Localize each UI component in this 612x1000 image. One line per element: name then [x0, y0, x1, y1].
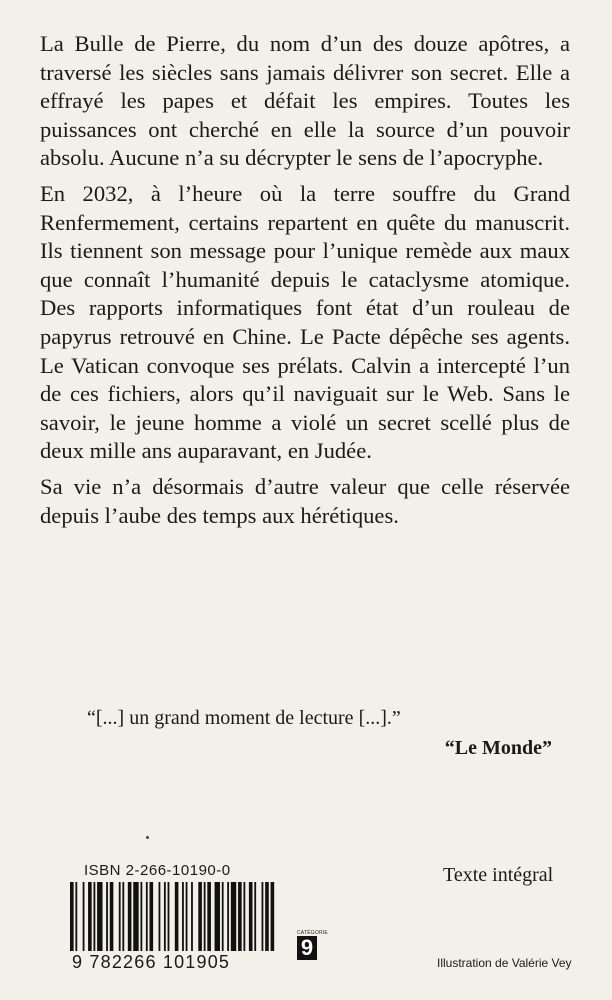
- barcode-bar-19: [182, 882, 184, 962]
- barcode-bar-23: [204, 882, 206, 962]
- review-source: “Le Monde”: [444, 737, 552, 759]
- blurb-paragraph-2: En 2032, à l’heure où la terre souffre du Grand Renfermement, certains repartent en quête du manuscrit. Ils tiennent son message pour l’unique remède aux maux que connaît l’humanité depuis le cataclysme atomique. Des rapports informatiques font état d’un rouleau de papyrus retrouvé en Chine. Le Pacte dépêche ses agents. Le Vatican convoque ses prélats. Calvin a intercepté l’un de ces fichiers, alors qu’il naviguait sur le Web. Sans le savoir, le jeune homme a violé un secret scellé plus de deux mille ans auparavant, en Judée.: [40, 180, 570, 464]
- barcode-bar-3: [88, 882, 92, 962]
- barcode-bar-32: [254, 882, 256, 962]
- barcode-bar-14: [150, 882, 154, 962]
- barcode-bar-26: [222, 882, 224, 962]
- barcode-bar-11: [133, 882, 138, 962]
- blurb-paragraph-3: Sa vie n’a désormais d’autre valeur que celle réservée depuis l’aube des temps aux hérétiques.: [40, 473, 570, 528]
- barcode-bar-24: [207, 882, 211, 962]
- barcode-bar-27: [227, 882, 229, 962]
- category-number: 9: [297, 936, 317, 960]
- barcode-bar-1: [75, 882, 77, 962]
- barcode-bar-18: [175, 882, 179, 962]
- barcode-bar-10: [128, 882, 132, 962]
- category-label: CATÉGORIE: [297, 930, 328, 936]
- barcode-bar-13: [146, 882, 148, 962]
- barcode-bar-17: [168, 882, 170, 962]
- barcode-bar-2: [83, 882, 85, 962]
- isbn-label: ISBN 2-266-10190-0: [84, 862, 231, 879]
- print-speck: [146, 836, 149, 839]
- barcode-digits: 9 782266 101905: [68, 951, 284, 973]
- barcode-bar-31: [249, 882, 253, 962]
- barcode-bar-15: [159, 882, 161, 962]
- barcode-bar-20: [186, 882, 188, 962]
- back-cover-blurb: [40, 30, 570, 537]
- barcode-bar-16: [164, 882, 166, 962]
- barcode-bar-22: [198, 882, 202, 962]
- barcode-bar-33: [262, 882, 264, 962]
- barcode-bar-9: [122, 882, 124, 962]
- barcode-bar-0: [70, 882, 74, 962]
- barcode-bar-25: [215, 882, 220, 962]
- category-badge: [297, 930, 328, 960]
- barcode-bar-29: [238, 882, 242, 962]
- blurb-paragraph-1: La Bulle de Pierre, du nom d’un des douze apôtres, a traversé les siècles sans jamais délivrer son secret. Elle a effrayé les papes et défait les empires. Toutes les puissances ont cherché en elle la source d’un pouvoir absolu. Aucune n’a su décrypter le sens de l’apocryphe.: [40, 31, 570, 171]
- barcode-bar-30: [243, 882, 245, 962]
- illustration-credit: Illustration de Valérie Vey: [437, 956, 572, 970]
- barcode-bar-7: [110, 882, 114, 962]
- cut-off-text-fragment: [195, 990, 335, 1000]
- review-quote: “[...] un grand moment de lecture [...].”: [87, 707, 401, 729]
- barcode-bar-5: [97, 882, 102, 962]
- barcode-bar-6: [106, 882, 108, 962]
- barcode-bar-4: [93, 882, 95, 962]
- barcode-bar-8: [119, 882, 121, 962]
- barcode-bar-28: [231, 882, 236, 962]
- edition-note: Texte intégral: [443, 864, 554, 886]
- barcode-bar-12: [140, 882, 142, 962]
- barcode-bar-35: [271, 882, 275, 962]
- barcode-bar-34: [265, 882, 269, 962]
- barcode-bars: [70, 882, 276, 962]
- barcode-bar-21: [191, 882, 193, 962]
- barcode: [70, 882, 276, 962]
